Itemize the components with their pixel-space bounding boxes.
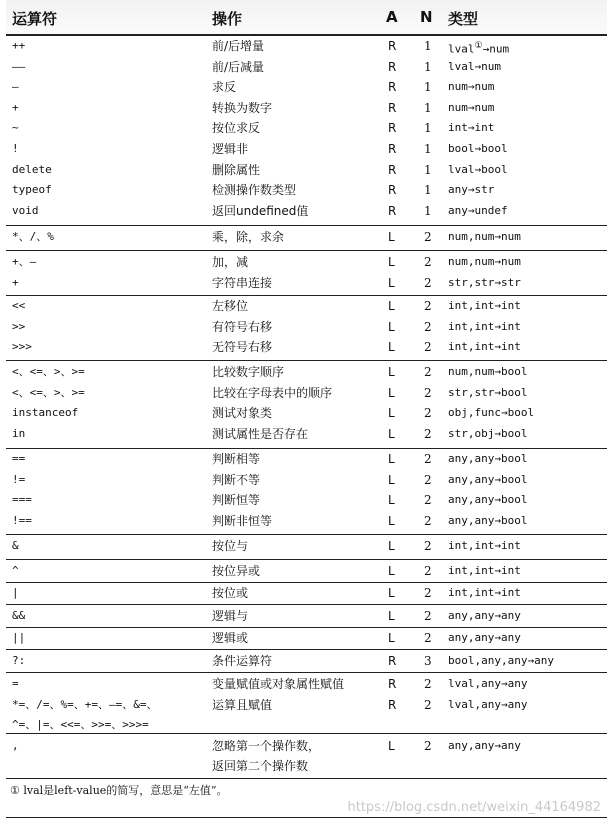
type-cell: any,any→bool bbox=[448, 472, 528, 486]
type-cell: int→int bbox=[448, 121, 495, 135]
operand-count-cell: 2 bbox=[424, 452, 432, 466]
footnote-marker: ① bbox=[474, 41, 483, 51]
operation-cell: 逻辑与 bbox=[212, 609, 249, 623]
operator-cell: , bbox=[12, 739, 19, 752]
type-cell: int,int→int bbox=[448, 539, 521, 552]
associativity-cell: L bbox=[388, 275, 395, 290]
header-operation: 操作 bbox=[212, 10, 243, 28]
operator-cell: *=、/=、%=、+=、—=、&=、 bbox=[12, 697, 158, 711]
operand-count-cell: 2 bbox=[424, 677, 432, 691]
associativity-cell: L bbox=[388, 493, 395, 507]
operation-cell: 返回undefined值 bbox=[212, 203, 309, 218]
type-cell: lval→num bbox=[448, 59, 501, 73]
operation-cell: 求反 bbox=[212, 80, 237, 95]
associativity-cell: L bbox=[388, 472, 395, 487]
header-operands: N bbox=[420, 8, 433, 26]
operator-cell: && bbox=[12, 609, 26, 622]
operand-count-cell: 2 bbox=[424, 406, 432, 420]
operation-cell: 比较数字顺序 bbox=[212, 365, 285, 379]
associativity-cell: L bbox=[388, 564, 395, 578]
associativity-cell: L bbox=[388, 299, 395, 313]
operand-count-cell: 2 bbox=[424, 472, 432, 487]
table-header bbox=[6, 0, 607, 36]
operator-group bbox=[6, 560, 607, 583]
operand-count-cell: 2 bbox=[424, 255, 432, 269]
associativity-cell: L bbox=[388, 230, 395, 244]
operation-cell: 返回第二个操作数 bbox=[212, 759, 309, 773]
operand-count-cell: 1 bbox=[424, 183, 432, 198]
type-cell: num→num bbox=[448, 100, 495, 114]
associativity-cell: L bbox=[388, 406, 395, 420]
operator-cell: ! bbox=[12, 142, 19, 155]
operator-cell: != bbox=[12, 472, 26, 486]
operand-count-cell: 1 bbox=[424, 100, 432, 115]
operator-cell: >> bbox=[12, 319, 26, 333]
operand-count-cell: 2 bbox=[424, 513, 432, 528]
type-cell: bool,any,any→any bbox=[448, 654, 554, 667]
operation-cell: 比较在字母表中的顺序 bbox=[212, 385, 333, 400]
associativity-cell: R bbox=[388, 121, 397, 136]
operation-cell: 逻辑或 bbox=[212, 631, 249, 645]
operation-cell: 测试属性是否存在 bbox=[212, 426, 309, 441]
type-cell: any,any→any bbox=[448, 631, 521, 644]
operation-cell: 忽略第一个操作数， bbox=[212, 739, 321, 753]
operator-group bbox=[6, 650, 607, 673]
type-cell: num,num→bool bbox=[448, 365, 528, 378]
operator-group bbox=[6, 449, 607, 535]
operator-cell: ?: bbox=[12, 654, 26, 667]
operator-group bbox=[6, 734, 607, 779]
operation-cell: 字符串连接 bbox=[212, 275, 273, 290]
associativity-cell: L bbox=[388, 609, 395, 623]
operation-cell: 转换为数字 bbox=[212, 100, 273, 115]
associativity-cell: R bbox=[388, 677, 397, 691]
operand-count-cell: 2 bbox=[424, 539, 432, 553]
operand-count-cell: 2 bbox=[424, 631, 432, 645]
associativity-cell: L bbox=[388, 365, 395, 379]
operand-count-cell: 2 bbox=[424, 493, 432, 507]
operation-cell: 乘，除，求余 bbox=[212, 230, 285, 244]
operation-cell: 前/后减量 bbox=[212, 59, 265, 74]
type-cell: any,any→any bbox=[448, 739, 521, 752]
operator-cell: == bbox=[12, 452, 26, 465]
operand-count-cell: 2 bbox=[424, 739, 432, 753]
operation-cell: 变量赋值或对象属性赋值 bbox=[212, 677, 345, 691]
operation-cell: 判断相等 bbox=[212, 452, 261, 466]
associativity-cell: L bbox=[388, 452, 395, 466]
operator-cell: = bbox=[12, 677, 19, 690]
operator-group bbox=[6, 36, 607, 226]
operator-cell: void bbox=[12, 203, 39, 217]
type-text: lval bbox=[448, 42, 475, 56]
associativity-cell: L bbox=[388, 319, 395, 334]
type-cell: bool→bool bbox=[448, 142, 508, 155]
type-cell: any,any→bool bbox=[448, 493, 528, 506]
operator-group bbox=[6, 226, 607, 251]
operand-count-cell: 2 bbox=[424, 609, 432, 623]
type-cell bbox=[448, 38, 509, 58]
operand-count-cell: 2 bbox=[424, 230, 432, 244]
associativity-cell: R bbox=[388, 654, 397, 668]
bottom-rule bbox=[6, 817, 607, 818]
type-cell: int,int→int bbox=[448, 319, 521, 333]
operand-count-cell: 1 bbox=[424, 121, 432, 136]
operator-group bbox=[6, 251, 607, 296]
type-cell: lval→bool bbox=[448, 162, 508, 176]
type-cell: lval,any→any bbox=[448, 697, 528, 711]
operation-cell: 按位求反 bbox=[212, 121, 261, 136]
type-cell: str,obj→bool bbox=[448, 426, 528, 440]
operation-cell: 按位或 bbox=[212, 586, 249, 600]
operator-cell: + bbox=[12, 100, 19, 114]
associativity-cell: R bbox=[388, 100, 397, 115]
operation-cell: 测试对象类 bbox=[212, 406, 273, 420]
type-cell: any→str bbox=[448, 183, 495, 197]
operator-cell: === bbox=[12, 493, 32, 506]
operator-cell: + bbox=[12, 275, 19, 289]
operation-cell: 左移位 bbox=[212, 299, 249, 313]
operator-cell: — bbox=[12, 80, 19, 94]
operator-group bbox=[6, 361, 607, 449]
operator-cell: << bbox=[12, 299, 26, 312]
type-cell: any,any→bool bbox=[448, 452, 528, 465]
type-cell: int,int→int bbox=[448, 340, 521, 353]
type-cell: obj,func→bool bbox=[448, 406, 535, 419]
operator-cell: | bbox=[12, 586, 19, 599]
associativity-cell: R bbox=[388, 59, 397, 74]
operand-count-cell: 2 bbox=[424, 365, 432, 379]
associativity-cell: R bbox=[388, 183, 397, 198]
operator-cell: || bbox=[12, 631, 26, 644]
operator-cell: & bbox=[12, 539, 19, 552]
operator-group bbox=[6, 535, 607, 560]
type-cell: any,any→any bbox=[448, 609, 521, 622]
type-text-rest: →num bbox=[482, 42, 510, 56]
operator-cell: +、— bbox=[12, 255, 37, 268]
operation-cell: 前/后增量 bbox=[212, 39, 265, 53]
operand-count-cell: 2 bbox=[424, 299, 432, 313]
operator-cell: >>> bbox=[12, 340, 32, 353]
associativity-cell: L bbox=[388, 340, 395, 354]
operation-cell: 判断非恒等 bbox=[212, 513, 273, 528]
type-cell: str,str→bool bbox=[448, 385, 528, 399]
associativity-cell: L bbox=[388, 586, 395, 600]
operator-cell: in bbox=[12, 426, 26, 440]
associativity-cell: R bbox=[388, 203, 397, 218]
operand-count-cell: 1 bbox=[424, 80, 432, 95]
operand-count-cell: 2 bbox=[424, 426, 432, 441]
associativity-cell: L bbox=[388, 255, 395, 269]
operation-cell: 按位异或 bbox=[212, 564, 261, 578]
operand-count-cell: 2 bbox=[424, 340, 432, 354]
operator-group bbox=[6, 582, 607, 605]
footnote: ① lval是left-value的简写，意思是“左值”。 bbox=[10, 784, 228, 797]
associativity-cell: L bbox=[388, 539, 395, 553]
operation-cell: 逻辑非 bbox=[212, 142, 249, 156]
associativity-cell: R bbox=[388, 142, 397, 156]
operand-count-cell: 1 bbox=[424, 39, 432, 53]
operand-count-cell: 3 bbox=[424, 654, 432, 668]
operator-cell: instanceof bbox=[12, 406, 79, 419]
header-types: 类型 bbox=[448, 10, 479, 28]
type-cell: any→undef bbox=[448, 203, 508, 217]
operand-count-cell: 1 bbox=[424, 142, 432, 156]
type-cell: lval,any→any bbox=[448, 677, 528, 690]
type-cell: int,int→int bbox=[448, 299, 521, 312]
header-operator: 运算符 bbox=[12, 10, 58, 28]
operator-cell: *、/、% bbox=[12, 230, 54, 243]
operator-group bbox=[6, 673, 607, 734]
operator-cell: delete bbox=[12, 162, 52, 176]
associativity-cell: R bbox=[388, 162, 397, 177]
operand-count-cell: 2 bbox=[424, 586, 432, 600]
type-cell: int,int→int bbox=[448, 586, 521, 599]
watermark: https://blog.csdn.net/weixin_44164982 bbox=[347, 800, 601, 815]
operand-count-cell: 2 bbox=[424, 697, 432, 712]
operand-count-cell: 2 bbox=[424, 319, 432, 334]
operator-group bbox=[6, 296, 607, 361]
associativity-cell: L bbox=[388, 631, 395, 645]
associativity-cell: R bbox=[388, 39, 397, 53]
operand-count-cell: 2 bbox=[424, 564, 432, 578]
type-cell: any,any→bool bbox=[448, 513, 528, 527]
operator-cell: —— bbox=[12, 59, 26, 73]
operator-cell: ++ bbox=[12, 39, 26, 52]
operator-cell: ~ bbox=[12, 121, 19, 135]
operation-cell: 运算且赋值 bbox=[212, 697, 273, 712]
operand-count-cell: 1 bbox=[424, 203, 432, 218]
associativity-cell: R bbox=[388, 80, 397, 95]
operation-cell: 条件运算符 bbox=[212, 654, 273, 668]
operation-cell: 删除属性 bbox=[212, 162, 261, 177]
type-cell: num→num bbox=[448, 80, 495, 94]
operation-cell: 判断不等 bbox=[212, 472, 261, 487]
operand-count-cell: 2 bbox=[424, 275, 432, 290]
operator-cell: typeof bbox=[12, 183, 52, 197]
operator-cell: ^ bbox=[12, 564, 19, 577]
type-cell: num,num→num bbox=[448, 255, 521, 268]
operand-count-cell: 1 bbox=[424, 59, 432, 74]
operator-group bbox=[6, 605, 607, 628]
associativity-cell: L bbox=[388, 513, 395, 528]
operation-cell: 判断恒等 bbox=[212, 493, 261, 507]
associativity-cell: L bbox=[388, 739, 395, 753]
operation-cell: 按位与 bbox=[212, 539, 249, 553]
header-associativity: A bbox=[386, 8, 398, 26]
operation-cell: 检测操作数类型 bbox=[212, 183, 297, 198]
operand-count-cell: 2 bbox=[424, 385, 432, 400]
type-cell: int,int→int bbox=[448, 564, 521, 577]
operator-cell: ^=、|=、<<=、>>=、>>>= bbox=[12, 718, 149, 731]
operator-cell: !== bbox=[12, 513, 32, 527]
type-cell: num,num→num bbox=[448, 230, 521, 243]
operand-count-cell: 1 bbox=[424, 162, 432, 177]
associativity-cell: L bbox=[388, 385, 395, 400]
operator-cell: <、<=、>、>= bbox=[12, 385, 85, 399]
operation-cell: 有符号右移 bbox=[212, 319, 273, 334]
type-cell: str,str→str bbox=[448, 275, 521, 289]
operation-cell: 加，减 bbox=[212, 255, 249, 269]
operator-cell: <、<=、>、>= bbox=[12, 365, 85, 378]
operator-group bbox=[6, 627, 607, 650]
associativity-cell: L bbox=[388, 426, 395, 441]
associativity-cell: R bbox=[388, 697, 397, 712]
operation-cell: 无符号右移 bbox=[212, 340, 273, 354]
